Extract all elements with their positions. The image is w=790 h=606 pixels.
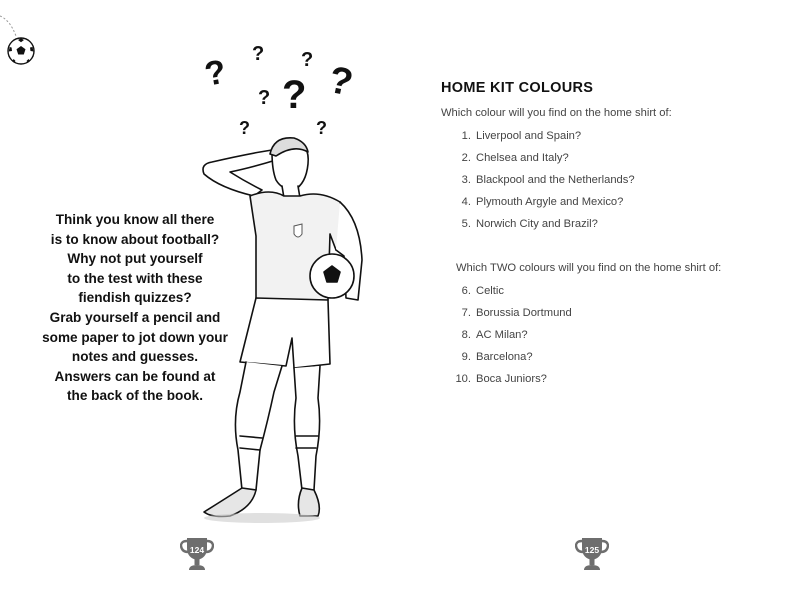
svg-text:?: ? — [239, 118, 250, 138]
intro-line: Why not put yourself — [67, 251, 203, 267]
list-item — [441, 283, 771, 305]
question-text: Borussia Dortmund — [476, 307, 572, 319]
intro-line: some paper to jot down your — [42, 329, 228, 345]
question-number: 10. — [455, 373, 471, 385]
svg-text:?: ? — [252, 43, 265, 65]
question-list — [441, 283, 771, 393]
svg-text:?: ? — [258, 87, 271, 109]
list-item — [441, 128, 771, 150]
svg-text:?: ? — [301, 49, 314, 71]
question-number: 1. — [461, 130, 471, 142]
intro-line: Grab yourself a pencil and — [49, 309, 221, 325]
question-text: Boca Juniors? — [476, 373, 547, 385]
question-number: 4. — [461, 196, 471, 208]
question-text: Blackpool and the Netherlands? — [476, 174, 635, 186]
intro-line: to the test with these — [67, 270, 203, 286]
question-text: Barcelona? — [476, 351, 533, 363]
list-item — [441, 305, 771, 327]
page-number: 124 — [189, 545, 205, 555]
list-item — [441, 172, 771, 194]
list-item — [441, 327, 771, 349]
svg-text:?: ? — [325, 58, 357, 105]
question-prompt: Which TWO colours will you find on the home shirt of: — [456, 262, 722, 274]
question-number: 5. — [461, 218, 471, 230]
list-item — [441, 150, 771, 172]
question-text: AC Milan? — [476, 329, 528, 341]
question-number: 3. — [461, 174, 471, 186]
intro-line: is to know about football? — [50, 231, 220, 247]
intro-line: notes and guesses. — [71, 349, 199, 365]
question-number: 9. — [461, 351, 471, 363]
svg-text:?: ? — [282, 73, 307, 117]
intro-line: Answers can be found at — [54, 368, 216, 384]
intro-line: the back of the book. — [67, 388, 203, 404]
question-list — [441, 128, 771, 238]
question-text: Chelsea and Italy? — [476, 152, 569, 164]
question-prompt: Which colour will you find on the home shirt of: — [441, 107, 672, 119]
football-icon — [6, 36, 36, 66]
list-item — [441, 194, 771, 216]
question-text: Liverpool and Spain? — [476, 130, 582, 142]
svg-text:?: ? — [316, 118, 327, 138]
question-number: 6. — [461, 285, 471, 297]
question-text: Norwich City and Brazil? — [476, 218, 598, 230]
question-text: Plymouth Argyle and Mexico? — [476, 196, 624, 208]
list-item — [441, 216, 771, 238]
list-item — [441, 349, 771, 371]
question-number: 2. — [461, 152, 471, 164]
right-page — [395, 0, 790, 606]
question-number: 7. — [461, 307, 471, 319]
list-item — [441, 371, 771, 393]
svg-text:?: ? — [201, 52, 229, 94]
question-number: 8. — [461, 329, 471, 341]
page-number-badge — [180, 536, 214, 572]
intro-line: fiendish quizzes? — [78, 290, 192, 306]
intro-paragraph — [40, 210, 230, 406]
page-number: 125 — [584, 545, 600, 555]
page-number-badge — [575, 536, 609, 572]
question-text: Celtic — [476, 285, 504, 297]
intro-line: Think you know all there — [55, 212, 215, 227]
quiz-title: HOME KIT COLOURS — [441, 80, 594, 96]
